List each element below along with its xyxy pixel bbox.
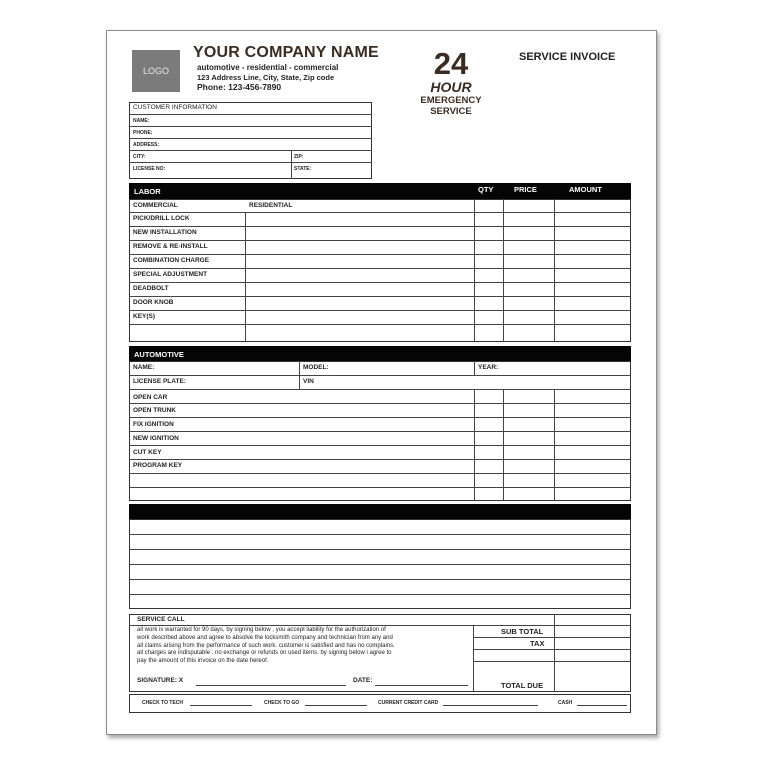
signature-line[interactable]	[196, 685, 346, 686]
customer-info-heading: CUSTOMER INFORMATION	[133, 104, 217, 111]
legal-line: work described above and agree to absolve the locksmith company and technician from any and	[137, 634, 393, 641]
labor-qty-heading: QTY	[478, 185, 494, 194]
labor-item: DEADBOLT	[133, 285, 169, 292]
automotive-item: PROGRAM KEY	[133, 462, 183, 469]
customer-state-field[interactable]: STATE:	[294, 166, 312, 172]
customer-name-field[interactable]: NAME:	[133, 118, 150, 124]
check-to-go-label: CHECK TO GO	[264, 700, 300, 706]
date-label: DATE:	[353, 677, 373, 684]
emergency-line2: SERVICE	[430, 106, 472, 117]
emergency-24: 24	[433, 46, 469, 81]
logo-placeholder	[132, 50, 180, 92]
check-to-tech-line[interactable]	[190, 705, 252, 706]
labor-item: DOOR KNOB	[133, 299, 174, 306]
date-line[interactable]	[375, 685, 468, 686]
labor-price-heading: PRICE	[514, 185, 537, 194]
labor-item: KEY(S)	[133, 313, 156, 320]
legal-line: pay the amount of this invoice on the date hereof.	[137, 658, 269, 665]
check-to-tech-label: CHECK TO TECH	[142, 700, 184, 706]
emergency-hour: HOUR	[430, 79, 472, 95]
customer-zip-field[interactable]: ZIP:	[294, 154, 304, 160]
customer-address-field[interactable]: ADDRESS:	[133, 142, 160, 148]
total-due-label: TOTAL DUE	[501, 681, 544, 690]
automotive-name-field[interactable]: NAME:	[133, 364, 155, 371]
company-name: YOUR COMPANY NAME	[193, 44, 379, 61]
legal-text	[137, 627, 469, 666]
labor-item: COMBINATION CHARGE	[133, 257, 210, 264]
customer-city-field[interactable]: CITY:	[133, 154, 146, 160]
tax-label: TAX	[530, 639, 545, 648]
company-address: 123 Address Line, City, State, Zip code	[197, 73, 335, 82]
labor-item: PICK/DRILL LOCK	[133, 215, 190, 222]
labor-item: SPECIAL ADJUSTMENT	[133, 271, 208, 278]
signature-label: SIGNATURE: X	[137, 677, 184, 684]
cash-label: CASH	[558, 700, 573, 706]
automotive-vin-field[interactable]: VIN	[303, 378, 314, 385]
legal-line: all charges are indisputable . no exchange or refunds on used items. by signing below i agree to	[137, 650, 392, 657]
subtotal-label: SUB TOTAL	[501, 627, 544, 636]
automotive-model-field[interactable]: MODEL:	[303, 364, 329, 371]
emergency-line1: EMERGENCY	[420, 95, 482, 106]
automotive-item: OPEN TRUNK	[133, 407, 176, 414]
check-to-go-line[interactable]	[305, 705, 367, 706]
credit-card-line[interactable]	[443, 705, 538, 706]
automotive-license-plate-field[interactable]: LICENSE PLATE:	[133, 378, 186, 385]
automotive-header-bar	[129, 346, 631, 361]
automotive-item: CUT KEY	[133, 449, 162, 456]
labor-commercial-label: COMMERCIAL	[133, 202, 178, 209]
invoice-title: SERVICE INVOICE	[519, 51, 616, 63]
credit-card-label: CURRENT CREDIT CARD	[378, 700, 439, 706]
automotive-item: FIX IGNITION	[133, 421, 174, 428]
company-phone: Phone: 123-456-7890	[197, 82, 282, 92]
cash-line[interactable]	[577, 705, 627, 706]
legal-line: all claims arising from the performance of such work. customer is satisfied and has no complains.	[137, 642, 395, 649]
labor-heading: LABOR	[134, 187, 161, 196]
automotive-heading: AUTOMOTIVE	[134, 350, 184, 359]
logo-label: LOGO	[142, 66, 169, 76]
customer-license-field[interactable]: LICENSE NO:	[133, 166, 166, 172]
service-call-heading: SERVICE CALL	[137, 616, 185, 623]
customer-phone-field[interactable]: PHONE:	[133, 130, 153, 136]
labor-header-bar	[129, 183, 631, 199]
labor-amount-heading: AMOUNT	[569, 185, 602, 194]
labor-item: NEW INSTALLATION	[133, 229, 197, 236]
notes-header-bar	[129, 504, 631, 519]
labor-residential-label: RESIDENTIAL	[249, 202, 293, 209]
automotive-item: NEW IGNITION	[133, 435, 179, 442]
legal-line: all work is warranted for 90 days, by signing below , you accept liability for the authorization of	[137, 627, 386, 633]
automotive-year-field[interactable]: YEAR:	[478, 364, 499, 371]
labor-item: REMOVE & RE-INSTALL	[133, 243, 208, 250]
company-tagline: automotive - residential - commercial	[197, 63, 339, 72]
automotive-item: OPEN CAR	[133, 394, 168, 401]
